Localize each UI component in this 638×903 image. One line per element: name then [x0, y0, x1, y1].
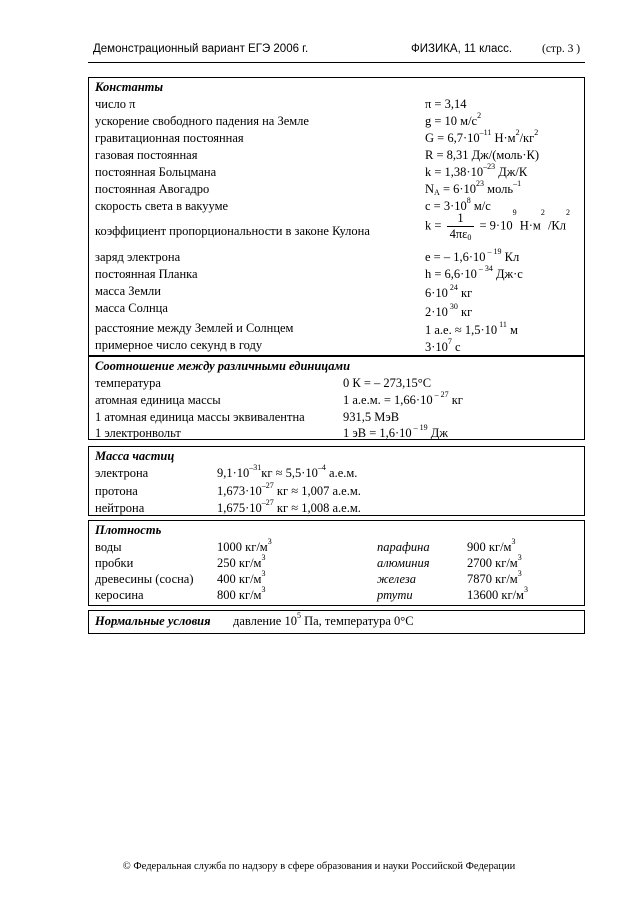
constant-value: $G = 6,7\cdot 10^{-11}$ $Н\cdot м^2/кг^2$: [425, 128, 539, 145]
unit-value: 1 эВ = 1,6·10 $^{- 19}$ Дж: [343, 423, 448, 440]
constant-name: скорость света в вакууме: [95, 199, 229, 213]
density-substance: керосина: [95, 588, 144, 602]
particle-mass: $1,675\cdot 10^{-27}$ кг ≈ 1,008 а.е.м.: [217, 498, 361, 515]
constant-name: постоянная Планка: [95, 267, 198, 281]
copyright-footer: © Федеральная служба по надзору в сфере образования и науки Российской Федерации: [122, 861, 516, 872]
constant-name: масса Солнца: [95, 301, 168, 315]
constants-box: [88, 77, 585, 356]
constant-name: постоянная Больцмана: [95, 165, 217, 179]
particle-name: протона: [95, 484, 138, 498]
header-page: (стр. 3 ): [542, 43, 581, 55]
constants-title: Константы: [95, 80, 164, 94]
constant-name: число π: [95, 97, 136, 111]
density-value: 800 $кг/м^3$: [217, 585, 266, 602]
density-value: 2700 $кг/м^3$: [467, 553, 522, 570]
units-title: Соотношение между различными единицами: [95, 359, 351, 373]
constant-value: e = – 1,6·10 $^{- 19}$ Кл: [425, 247, 520, 264]
density-substance: парафина: [377, 540, 430, 554]
density-value: 400 $кг/м^3$: [217, 569, 266, 586]
normal-conditions-value: давление $10^5$ Па, температура 0°С: [233, 611, 414, 628]
normal-conditions-title: Нормальные условия: [95, 614, 211, 628]
constant-name: ускорение свободного падения на Земле: [95, 114, 309, 128]
particle-name: электрона: [95, 466, 149, 480]
header-rule: [88, 62, 585, 63]
unit-value: 0 К = – 273,15°С: [343, 376, 432, 390]
header-subject: ФИЗИКА, 11 класс.: [411, 43, 513, 55]
constant-value: h = 6,6·10 $^{- 34}$ Дж·с: [425, 264, 523, 281]
density-substance: ртути: [377, 588, 413, 602]
constant-value: g = 10 $м/с^2$: [425, 111, 482, 128]
unit-value: 931,5 МэВ: [343, 410, 400, 424]
density-value: 1000 $кг/м^3$: [217, 537, 272, 554]
unit-name: 1 атомная единица массы эквивалентна: [95, 410, 305, 424]
constant-value: $k = 1,38\cdot 10^{-23}$ Дж/К: [425, 162, 528, 179]
density-substance: железа: [377, 572, 416, 586]
constant-value: R = 8,31 Дж/(моль·К): [425, 148, 540, 162]
coulomb-fraction: $\frac{1}{4\pi\varepsilon 0}$: [447, 211, 475, 242]
density-value: 7870 $кг/м^3$: [467, 569, 522, 586]
density-value: 13600 $кг/м^3$: [467, 585, 528, 602]
constant-name: примерное число секунд в году: [95, 338, 263, 352]
coulomb-formula: k = $\frac{1}{4\pi\varepsilon 0}$ = $9\cdot 10^9$ $Н\cdot м^2$ $/Кл^2$: [425, 208, 571, 242]
constant-name: масса Земли: [95, 284, 161, 298]
particle-name: нейтрона: [95, 501, 145, 515]
constant-value: 1 а.е. ≈ 1,5·10 $^{11}$ м: [425, 320, 518, 337]
unit-name: температура: [95, 376, 161, 390]
unit-name: 1 электронвольт: [95, 426, 181, 440]
constant-value: $3\cdot 10^7$ с: [425, 337, 461, 354]
constant-value: π = 3,14: [425, 97, 467, 111]
constant-name: расстояние между Землей и Солнцем: [95, 321, 294, 335]
constant-value: 6·10 $^{24}$ кг: [425, 283, 473, 300]
density-title: Плотность: [95, 523, 162, 537]
units-box: [88, 356, 585, 440]
particle-mass: $9,1\cdot 10^{-31}кг \approx 5,5\cdot 10^{-4}$ а.е.м.: [217, 463, 358, 480]
constant-name: постоянная Авогадро: [95, 182, 210, 196]
constant-value: 2·10 $^{30}$ кг: [425, 302, 473, 319]
constant-name: газовая постоянная: [95, 148, 198, 162]
masses-title: Масса частиц: [95, 449, 175, 463]
density-value: 250 $кг/м^3$: [217, 553, 266, 570]
particle-mass: $1,673\cdot 10^{-27}$ кг ≈ 1,007 а.е.м.: [217, 481, 361, 498]
unit-name: атомная единица массы: [95, 393, 221, 407]
constant-name: заряд электрона: [95, 250, 181, 264]
density-substance: алюминия: [377, 556, 430, 570]
constant-name: гравитационная постоянная: [95, 131, 244, 145]
unit-value: 1 а.е.м. = 1,66·10 $^{- 27}$ кг: [343, 390, 463, 407]
density-substance: древесины (сосна): [95, 572, 194, 586]
constant-value: $с = 3\cdot 10^8$ м/с: [425, 196, 491, 213]
density-box: [88, 520, 585, 606]
constant-name: коэффициент пропорциональности в законе Кулона: [95, 224, 370, 238]
density-substance: воды: [95, 540, 122, 554]
normal-conditions-box: [88, 610, 585, 634]
constant-value: NA = $6\cdot 10^{23}$ моль$^{-1}$: [425, 179, 522, 197]
masses-box: [88, 446, 585, 516]
density-value: 900 $кг/м^3$: [467, 537, 516, 554]
header-left: Демонстрационный вариант ЕГЭ 2006 г.: [93, 43, 309, 55]
density-substance: пробки: [95, 556, 134, 570]
